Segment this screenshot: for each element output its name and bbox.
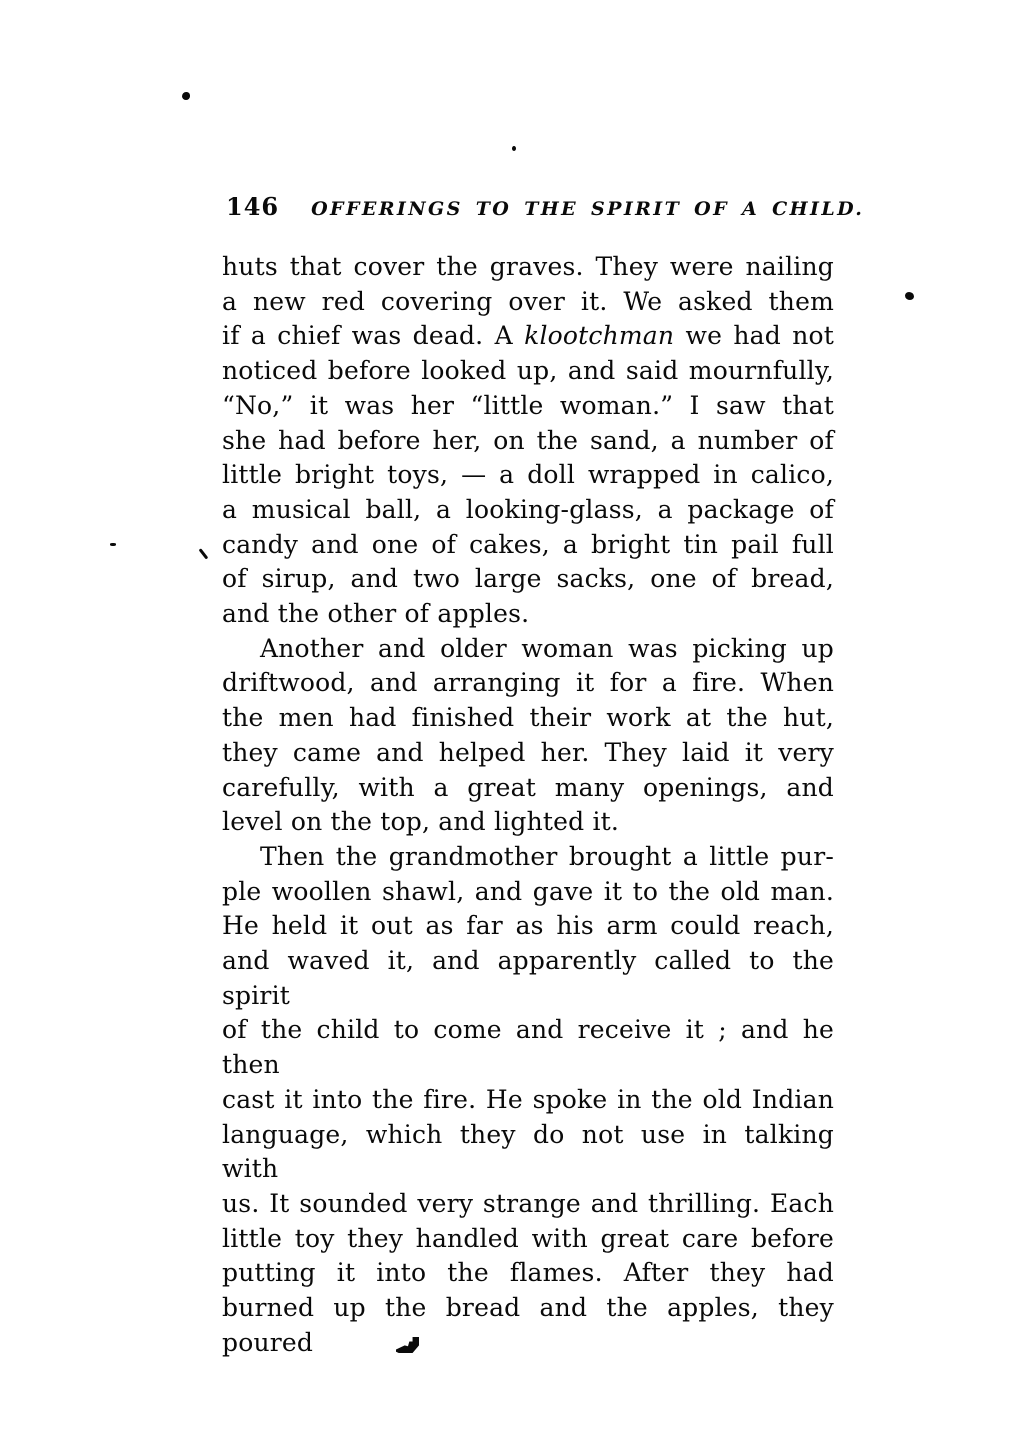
text-line: the men had finished their work at the hut, (222, 703, 834, 733)
text-line: language, which they do not use in talking with (222, 1119, 834, 1184)
text-line: cast it into the fire. He spoke in the old Indian (222, 1084, 834, 1114)
ink-speck (905, 292, 914, 300)
text-line: candy and one of cakes, a bright tin pail full (222, 529, 834, 559)
text-line: of the child to come and receive it ; and he then (222, 1015, 834, 1080)
text-line: a new red covering over it. We asked them (222, 286, 834, 316)
paragraph (222, 632, 834, 840)
text-line: driftwood, and arranging it for a fire. When (222, 668, 834, 698)
text-line: carefully, with a great many openings, and (222, 772, 834, 802)
text-line: “No,” it was her “little woman.” I saw that (222, 390, 834, 420)
text-line: of sirup, and two large sacks, one of bread, (222, 564, 834, 594)
running-header (226, 192, 865, 221)
text-line: and the other of apples. (222, 599, 530, 629)
running-title: OFFERINGS TO THE SPIRIT OF A CHILD. (311, 198, 865, 220)
text-line: burned up the bread and the apples, they poured (222, 1293, 834, 1357)
text-line: putting it into the flames. After they had (222, 1258, 834, 1288)
text-line: Then the grandmother brought a little pur- (260, 841, 834, 871)
text-line: they came and helped her. They laid it very (222, 737, 834, 767)
text-line: He held it out as far as his arm could reach, (222, 911, 834, 941)
text-line: little bright toys, — a doll wrapped in calico, (222, 460, 834, 490)
text-line: level on the top, and lighted it. (222, 807, 620, 837)
text-line: little toy they handled with great care before (222, 1223, 834, 1253)
text-line: she had before her, on the sand, a number of (222, 425, 834, 455)
text-line: noticed before looked up, and said mournfully, (222, 356, 834, 386)
ink-speck (199, 549, 208, 560)
ink-speck (110, 543, 116, 546)
text-line: a musical ball, a looking-glass, a package of (222, 494, 834, 524)
text-line: if a chief was dead. A klootchman we had not (222, 321, 834, 351)
text-line: Another and older woman was picking up (260, 633, 834, 663)
paragraph (222, 250, 834, 632)
page-number: 146 (226, 192, 280, 221)
text-line: and waved it, and apparently called to the spirit (222, 946, 834, 1010)
ink-speck (512, 146, 516, 151)
page-body (222, 250, 834, 1361)
text-line: huts that cover the graves. They were nailing (222, 252, 834, 281)
text-line: us. It sounded very strange and thrilling. Each (222, 1188, 834, 1218)
text-line: ple woollen shawl, and gave it to the old man. (222, 876, 834, 906)
paragraph (222, 840, 834, 1361)
ink-speck (182, 92, 190, 100)
